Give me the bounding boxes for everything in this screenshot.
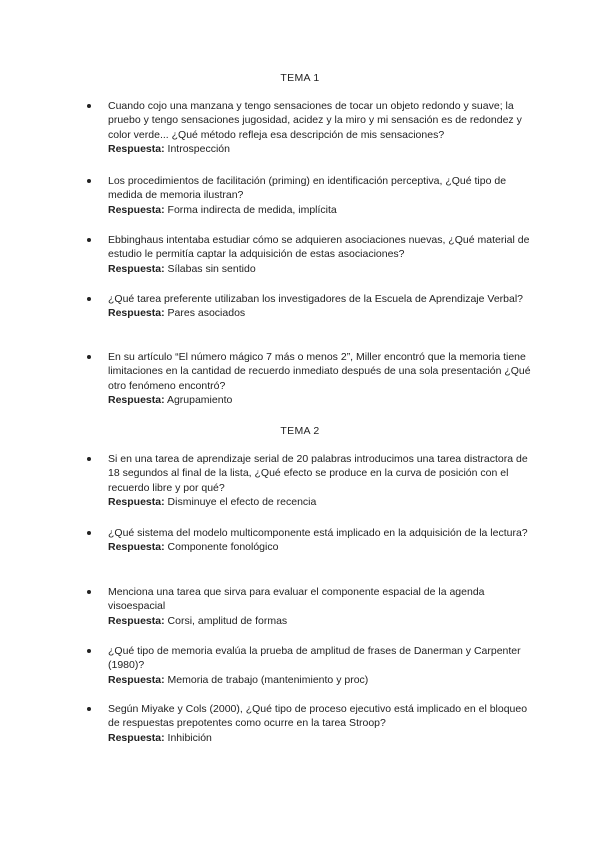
answer-label: Respuesta: [108, 673, 165, 686]
bullet-icon [87, 707, 91, 711]
question-text: ¿Qué tipo de memoria evalúa la prueba de amplitud de frases de Danerman y Carpenter (1980)? [108, 645, 521, 672]
bullet-icon [87, 179, 91, 183]
answer-label: Respuesta: [108, 262, 165, 275]
section-heading-tema1: TEMA 1 [280, 72, 320, 84]
list-item [92, 292, 532, 321]
question-text: En su artículo “El número mágico 7 más o menos 2”, Miller encontró que la memoria tiene limitaciones en la cantidad de recuerdo inmediato después de una sola presentación ¿Qué otro fenómeno encontró? [108, 351, 531, 392]
list-item [92, 585, 532, 628]
bullet-icon [87, 649, 91, 653]
list-item [92, 233, 532, 276]
answer-label: Respuesta: [108, 143, 165, 156]
answer-label: Respuesta: [108, 614, 165, 627]
question-text: Menciona una tarea que sirva para evaluar el componente espacial de la agenda visoespacial [108, 586, 485, 613]
bullet-icon [87, 104, 91, 108]
bullet-icon [87, 457, 91, 461]
answer-line [108, 614, 532, 628]
bullet-icon [87, 238, 91, 242]
answer-label: Respuesta: [108, 203, 165, 216]
answer-text: Agrupamiento [166, 394, 233, 407]
question-text: Ebbinghaus intentaba estudiar cómo se adquieren asociaciones nuevas, ¿Qué material de estudio le permitía captar la adquisición de estas asociaciones? [108, 234, 530, 261]
bullet-icon [87, 297, 91, 301]
answer-text: Forma indirecta de medida, implícita [167, 203, 337, 216]
answer-line [108, 731, 532, 745]
answer-label: Respuesta: [108, 541, 165, 554]
section-heading-tema2: TEMA 2 [280, 425, 320, 437]
question-text: Si en una tarea de aprendizaje serial de 20 palabras introducimos una tarea distractora de 18 segundos al final de la lista, ¿Qué efecto se produce en la curva de posición con el recuerdo libre y por qué? [108, 453, 528, 494]
answer-text: Introspección [167, 143, 230, 156]
list-item [92, 99, 532, 157]
answer-text: Inhibición [167, 731, 212, 744]
answer-text: Disminuye el efecto de recencia [167, 496, 317, 509]
answer-label: Respuesta: [108, 496, 165, 509]
bullet-icon [87, 355, 91, 359]
list-item [92, 350, 532, 408]
answer-line [108, 540, 532, 554]
answer-text: Sílabas sin sentido [167, 262, 256, 275]
answer-label: Respuesta: [108, 731, 165, 744]
answer-line [108, 673, 532, 687]
answer-text: Corsi, amplitud de formas [167, 614, 288, 627]
question-text: Los procedimientos de facilitación (priming) en identificación perceptiva, ¿Qué tipo de medida de memoria ilustran? [108, 175, 507, 202]
answer-text: Componente fonológico [167, 541, 279, 554]
answer-line [108, 495, 532, 509]
answer-line [108, 262, 532, 276]
answer-label: Respuesta: [108, 394, 165, 407]
list-item [92, 174, 532, 217]
bullet-icon [87, 531, 91, 535]
answer-text: Memoria de trabajo (mantenimiento y proc) [167, 673, 369, 686]
list-item [92, 702, 532, 745]
answer-line [108, 203, 532, 217]
answer-line [108, 306, 532, 320]
list-item [92, 526, 532, 555]
answer-label: Respuesta: [108, 307, 165, 320]
answer-line [108, 142, 532, 156]
question-text: Según Miyake y Cols (2000), ¿Qué tipo de proceso ejecutivo está implicado en el bloqueo de respuestas prepotentes como ocurre en la tarea Stroop? [108, 703, 528, 730]
question-text: ¿Qué tarea preferente utilizaban los investigadores de la Escuela de Aprendizaje Verbal? [108, 293, 524, 305]
list-item [92, 644, 532, 687]
question-text: ¿Qué sistema del modelo multicomponente está implicado en la adquisición de la lectura? [108, 527, 528, 539]
answer-text: Pares asociados [167, 307, 246, 320]
question-text: Cuando cojo una manzana y tengo sensaciones de tocar un objeto redondo y suave; la pruebo y tengo sensaciones jugosidad, acidez y la miro y mi sensación es de redondez y color verde... ¿Qué método refleja esa descripción de mis sensaciones? [108, 100, 522, 141]
answer-line [108, 393, 532, 407]
bullet-icon [87, 590, 91, 594]
list-item [92, 452, 532, 510]
